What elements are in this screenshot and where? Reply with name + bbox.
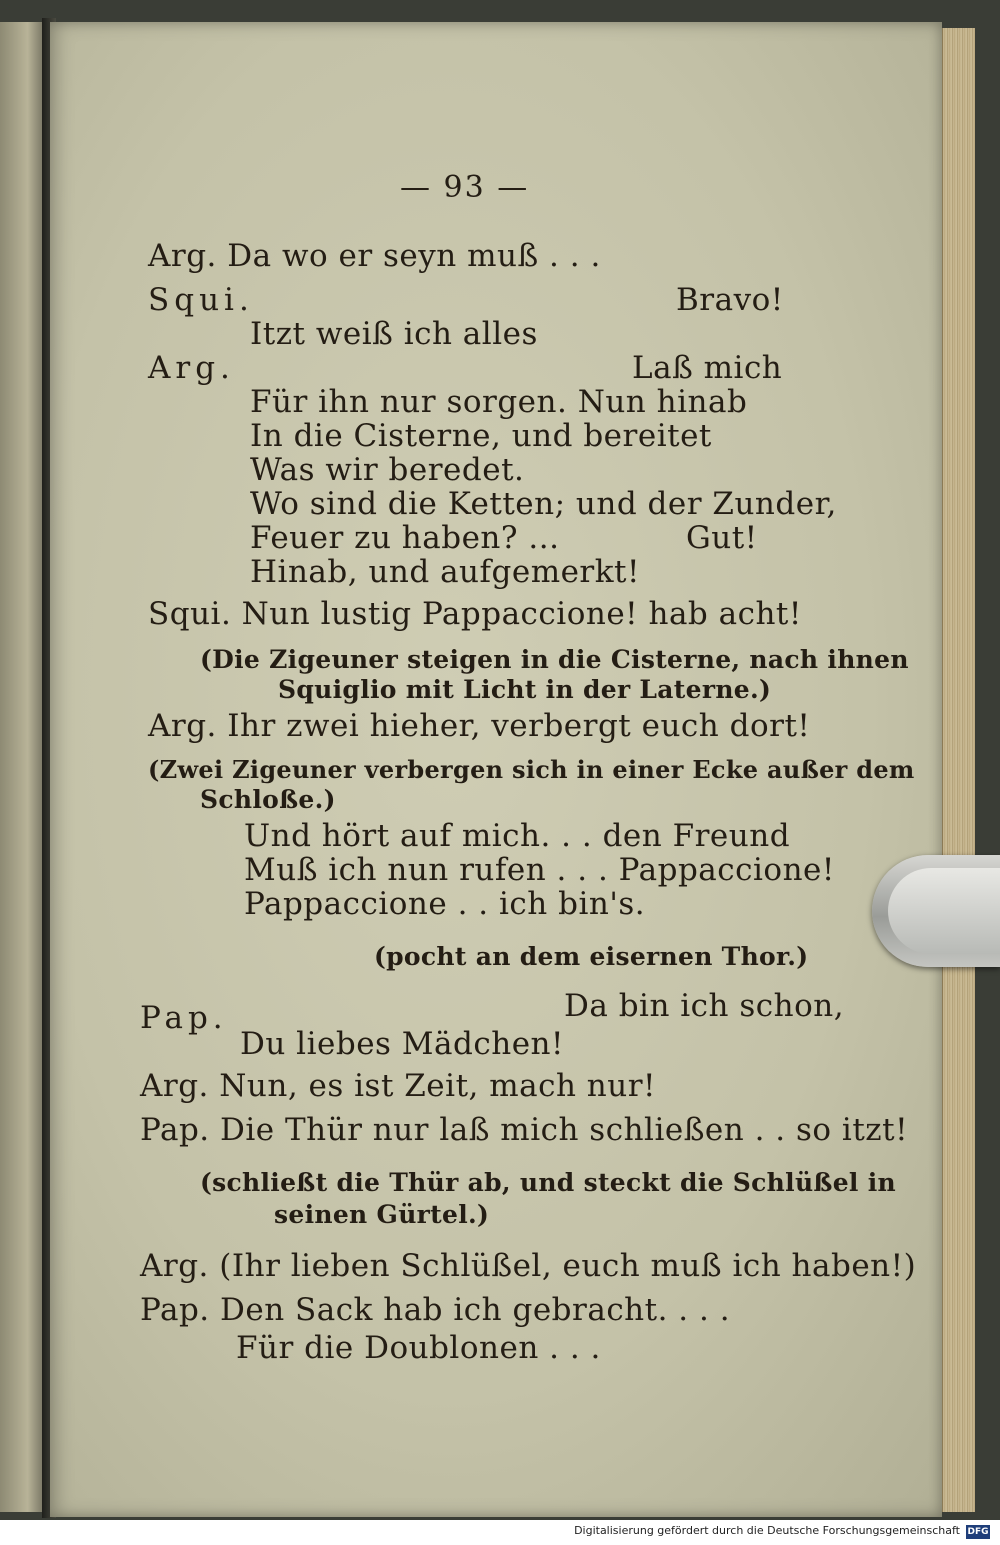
text-line: In die Cisterne, und bereitet	[250, 418, 712, 454]
text-line: Du liebes Mädchen!	[240, 1026, 564, 1062]
text-line: Squi.	[148, 282, 254, 318]
footer-credit: Digitalisierung gefördert durch die Deutsche Forschungsgemeinschaft	[574, 1524, 960, 1537]
text-line: Arg. Ihr zwei hieher, verbergt euch dort!	[148, 708, 811, 744]
text-line: Arg.	[148, 350, 235, 386]
stage-direction: Squiglio mit Licht in der Laterne.)	[278, 675, 772, 704]
text-line: Pap. Die Thür nur laß mich schließen . . so itzt!	[140, 1112, 909, 1148]
text-line: Bravo!	[676, 282, 784, 318]
text-line: Feuer zu haben? ...	[250, 520, 560, 556]
left-page-edge	[0, 22, 46, 1512]
stage-direction: seinen Gürtel.)	[274, 1200, 490, 1229]
text-line: Da bin ich schon,	[564, 988, 845, 1024]
page-edges	[942, 28, 975, 1512]
text-line: Arg. Nun, es ist Zeit, mach nur!	[140, 1068, 656, 1104]
text-line: Und hört auf mich. . . den Freund	[244, 818, 791, 854]
dfg-logo: DFG	[967, 1527, 989, 1537]
text-line: Pappaccione . . ich bin's.	[244, 886, 646, 922]
text-line: Arg. (Ihr lieben Schlüßel, euch muß ich haben!)	[140, 1248, 917, 1284]
text-line: Laß mich	[632, 350, 783, 386]
text-line: Arg. Da wo er seyn muß . . .	[148, 238, 601, 274]
stage-direction: (pocht an dem eisernen Thor.)	[374, 942, 809, 971]
text-line: Hinab, und aufgemerkt!	[250, 554, 640, 590]
text-line: Muß ich nun rufen . . . Pappaccione!	[244, 852, 835, 888]
text-line: Gut!	[686, 520, 758, 556]
text-line: Wo sind die Ketten; und der Zunder,	[250, 486, 837, 522]
footer-bar	[0, 1520, 1000, 1545]
text-line: Für die Doublonen . . .	[236, 1330, 601, 1366]
page-clip-highlight	[888, 868, 1000, 954]
page-number: — 93 —	[400, 170, 530, 205]
text-line: Was wir beredet.	[250, 452, 525, 488]
stage-direction: (Zwei Zigeuner verbergen sich in einer Ecke außer dem	[148, 755, 915, 784]
text-line: Squi. Nun lustig Pappaccione! hab acht!	[148, 596, 802, 632]
text-line: Itzt weiß ich alles	[250, 316, 538, 352]
text-line: Pap.	[140, 1000, 228, 1036]
stage-direction: (schließt die Thür ab, und steckt die Schlüßel in	[200, 1168, 896, 1197]
text-line: Pap. Den Sack hab ich gebracht. . . .	[140, 1292, 731, 1328]
text-line: Für ihn nur sorgen. Nun hinab	[250, 384, 748, 420]
stage-direction: (Die Zigeuner steigen in die Cisterne, nach ihnen	[200, 645, 909, 674]
stage-direction: Schloße.)	[200, 785, 336, 814]
